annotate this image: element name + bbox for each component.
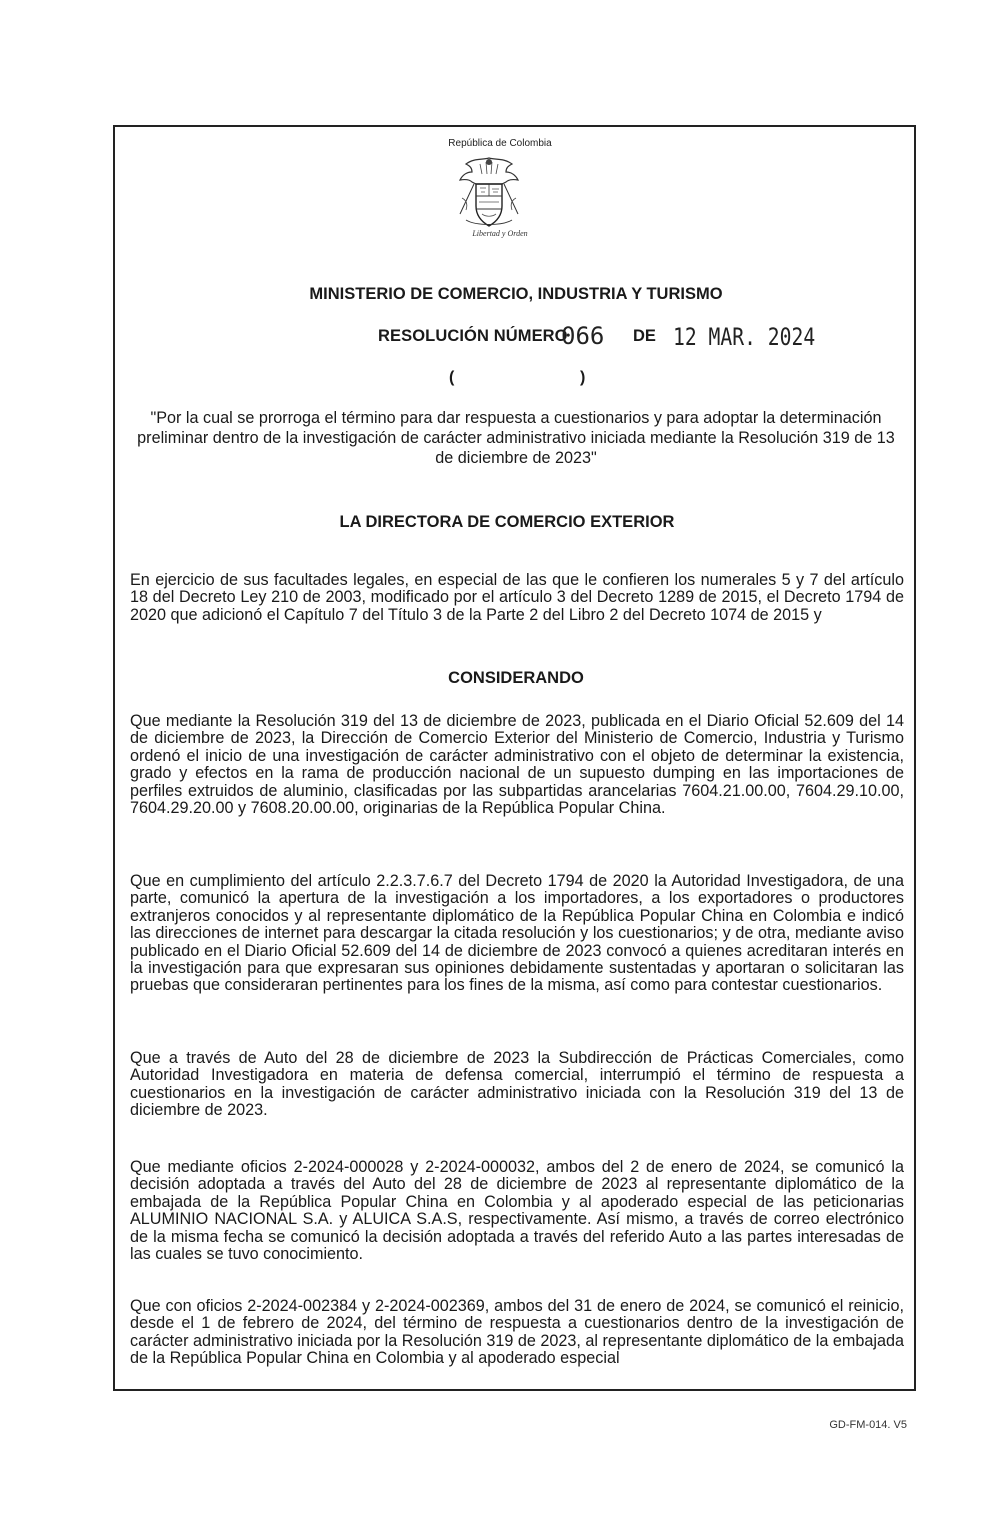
preamble-paragraph: En ejercicio de sus facultades legales, en especial de las que le confieren los numerales 5 y 7 del artículo 18 del Decreto Ley 210 de 2003, modificado por el artículo 3 del Decreto 1289 de 2015, el Decreto 1794 de 2020 que adicionó el Capítulo 7 del Título 3 de la Parte 2 del Libro 2 del Decreto 1074 de 2015 y xyxy=(130,571,904,624)
considerando-heading: CONSIDERANDO xyxy=(448,669,584,687)
form-code: GD-FM-014. V5 xyxy=(829,1419,907,1431)
considerando-paragraph-1: Que mediante la Resolución 319 del 13 de diciembre de 2023, publicada en el Diario Oficial 52.609 del 14 de diciembre de 2023, la Dirección de Comercio Exterior del Ministerio de Comercio, Industria y Turismo ordenó el inicio de una investigación de carácter administrativo con el objeto de determinar la existencia, grado y efectos en la rama de producción nacional de un supuesto dumping en las importaciones de perfiles extruidos de aluminio, clasificadas por las subpartidas arancelarias 7604.21.00.00, 7604.29.10.00, 7604.29.20.00 y 7608.20.00.00, originarias de la República Popular China. xyxy=(130,712,904,818)
resolution-label: RESOLUCIÓN NÚMERO xyxy=(378,327,568,345)
considerando-paragraph-5: Que con oficios 2-2024-002384 y 2-2024-002369, ambos del 31 de enero de 2024, se comunicó el reinicio, desde el 1 de febrero de 2024, del término de respuesta a cuestionarios dentro de la investigación de carácter administrativo iniciada por la Resolución 319 de 2023, al representante diplomático de la embajada de la República Popular China en Colombia y al apoderado especial xyxy=(130,1297,904,1368)
resolution-de-label: DE xyxy=(633,327,656,345)
resolution-number: 066 xyxy=(561,322,605,350)
resolution-date-stamp: 12 MAR. 2024 xyxy=(673,323,816,351)
considerando-paragraph-2: Que en cumplimiento del artículo 2.2.3.7.6.7 del Decreto 1794 de 2020 la Autoridad Investigadora, de una parte, comunicó la apertura de la investigación a los importadores, a los exportadores o productores extranjeros conocidos y al representante diplomático de la República Popular China en Colombia e indicó las direcciones de internet para descargar la citada resolución y los cuestionarios; y de otra, mediante aviso publicado en el Diario Oficial 52.609 del 14 de diciembre de 2023 convocó a quienes acreditaran interés en la investigación para que expresaran sus opiniones debidamente sustentadas y aportaran o solicitaran las pruebas que consideraran pertinentes para los fines de la misma, así como para contestar cuestionarios. xyxy=(130,872,904,995)
considerando-paragraph-3: Que a través de Auto del 28 de diciembre de 2023 la Subdirección de Prácticas Comerciales, como Autoridad Investigadora en materia de defensa comercial, interrumpió el término de respuesta a cuestionarios en la investigación de carácter administrativo iniciada con la Resolución 319 del 13 de diciembre de 2023. xyxy=(130,1049,904,1120)
motto: Libertad y Orden xyxy=(472,229,528,238)
paren-open: ( xyxy=(449,369,455,386)
resolution-title: "Por la cual se prorroga el término para dar respuesta a cuestionarios y para adoptar la determinación preliminar dentro de la investigación de carácter administrativo iniciada mediante la Resolución 319 de 13 de diciembre de 2023" xyxy=(137,409,895,467)
authority-heading: LA DIRECTORA DE COMERCIO EXTERIOR xyxy=(339,513,675,531)
considerando-paragraph-4: Que mediante oficios 2-2024-000028 y 2-2024-000032, ambos del 2 de enero de 2024, se comunicó la decisión adoptada a través del Auto del 28 de diciembre de 2023 al representante diplomático de la embajada de la República Popular China en Colombia y al apoderado especial de las peticionarias ALUMINIO NACIONAL S.A. y ALUICA S.A.S, respectivamente. Así mismo, a través de correo electrónico de la misma fecha se comunicó la decisión adoptada a través del referido Auto a las partes interesadas de las cuales se tuvo conocimiento. xyxy=(130,1158,904,1264)
paren-close: ) xyxy=(580,369,586,386)
country-name: República de Colombia xyxy=(448,138,552,149)
ministry-heading: MINISTERIO DE COMERCIO, INDUSTRIA Y TURISMO xyxy=(309,285,723,303)
coat-of-arms-icon xyxy=(452,154,526,232)
